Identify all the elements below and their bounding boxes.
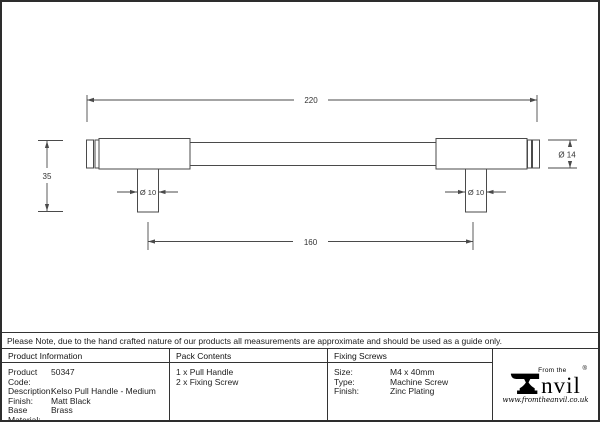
brand-name-text: nvil xyxy=(541,373,581,399)
brand-prefix-text: From the xyxy=(538,367,567,375)
measurement-note-bar xyxy=(2,332,598,349)
handle-body xyxy=(87,139,540,170)
right-grip xyxy=(436,139,527,170)
table-row xyxy=(8,406,163,422)
row-label: Finish: xyxy=(8,395,34,406)
row-value: Kelso Pull Handle - Medium xyxy=(51,386,156,397)
row-label: Base Material: xyxy=(8,405,41,422)
pack-contents-header: Pack Contents xyxy=(170,349,327,363)
row-label: Finish: xyxy=(334,386,360,397)
row-label: Size: xyxy=(334,367,353,377)
dim-bar-diameter-label: Ø 14 xyxy=(558,150,576,160)
row-label: Description: xyxy=(8,386,53,397)
row-value: Machine Screw xyxy=(390,376,449,387)
table-row xyxy=(8,368,163,387)
dimension-lines xyxy=(38,95,577,250)
row-value: M4 x 40mm xyxy=(390,367,435,377)
registered-trademark-symbol: ® xyxy=(582,366,587,373)
dim-fixing-centres-label: 160 xyxy=(303,238,318,247)
row-value: Matt Black xyxy=(51,395,91,406)
table-row xyxy=(8,397,163,407)
fixing-screws-body xyxy=(328,363,492,397)
dim-right-leg-diameter-label: Ø 10 xyxy=(467,188,485,197)
left-end-cap xyxy=(87,140,94,168)
right-end-cap xyxy=(533,140,540,168)
product-information-body xyxy=(2,363,169,422)
list-item: 2 x Fixing Screw xyxy=(176,376,239,387)
spec-table xyxy=(2,349,598,420)
brand-logo-cell xyxy=(493,349,598,422)
dim-projection-height-label: 35 xyxy=(42,172,52,181)
pack-contents-body xyxy=(170,363,327,387)
row-value: Zinc Plating xyxy=(390,386,435,397)
brand-website-text: www.fromtheanvil.co.uk xyxy=(502,396,589,405)
measurement-note-text: Please Note, due to the hand crafted nature of our products all measurements are approximate and should be used as a guide only. xyxy=(7,335,503,346)
product-information-header: Product Information xyxy=(2,349,169,363)
row-label: Type: xyxy=(334,376,355,387)
row-label: Product Code: xyxy=(8,367,38,387)
product-information-cell xyxy=(2,349,170,422)
row-value: Brass xyxy=(51,405,73,416)
list-item: 1 x Pull Handle xyxy=(176,367,234,377)
dim-overall-length-label: 220 xyxy=(304,96,318,105)
right-ring xyxy=(528,140,532,168)
dimension-arrows xyxy=(42,98,572,244)
dim-left-leg-diameter-label: Ø 10 xyxy=(139,188,157,197)
fixing-screws-cell xyxy=(328,349,493,422)
left-ring xyxy=(95,140,99,168)
brand-logo xyxy=(502,366,589,405)
anvil-icon xyxy=(510,370,540,395)
fixing-screws-header: Fixing Screws xyxy=(328,349,492,363)
table-row xyxy=(334,387,486,397)
pack-contents-cell xyxy=(170,349,328,422)
brand-logo-main xyxy=(502,366,589,399)
row-value: 50347 xyxy=(51,367,75,377)
centre-bar xyxy=(190,143,436,166)
left-grip xyxy=(99,139,190,170)
